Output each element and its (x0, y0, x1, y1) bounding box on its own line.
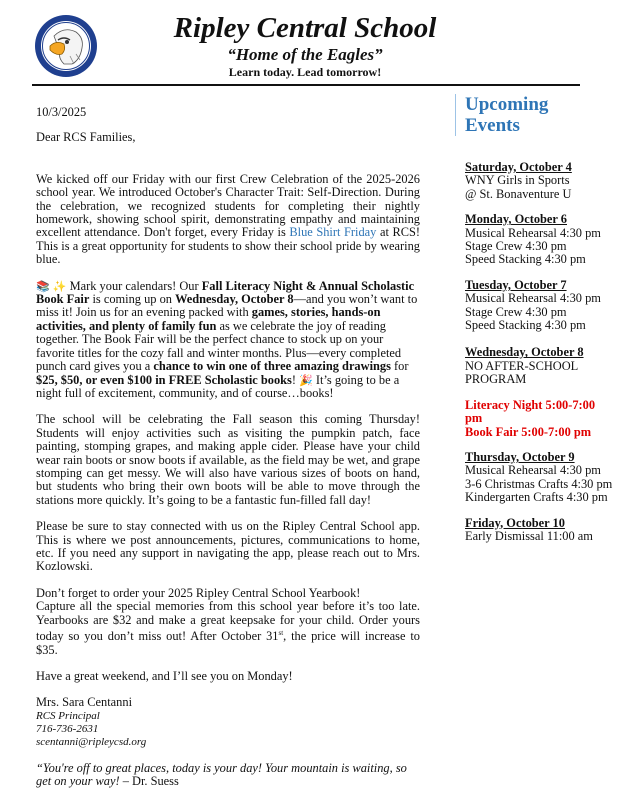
event-item: Musical Rehearsal 4:30 pm (465, 463, 601, 478)
event-day: Saturday, October 4 (465, 160, 572, 174)
ordinal-suffix: st (278, 629, 284, 637)
school-motto: “Home of the Eagles” (227, 45, 383, 64)
title-line: Events (465, 115, 520, 136)
books-icon: 📚 (36, 279, 50, 293)
event-item: WNY Girls in Sports (465, 173, 570, 188)
paragraph-text: , the price will increase to $35. (36, 629, 420, 657)
paragraph-text: —and you won’t want to miss it! Join us for an evening packed with (36, 292, 418, 320)
event-thursday-oct-9 (465, 451, 615, 505)
school-tagline: Learn today. Lead tomorrow! (228, 65, 382, 79)
event-item: Kindergarten Crafts 4:30 pm (465, 490, 608, 505)
quote-author: – Dr. Suess (119, 774, 179, 789)
bold-text: $25, $50, or even $100 in FREE Scholastic books (36, 372, 292, 387)
closing-line: Have a great weekend, and I’ll see you on Monday! (36, 668, 293, 683)
header-divider (32, 84, 580, 86)
title-line: Upcoming (465, 94, 549, 115)
event-saturday-oct-4 (465, 161, 615, 201)
paragraph-yearbook-heading: Don’t forget to order your 2025 Ripley Central School Yearbook! (36, 585, 361, 600)
bold-text: games, stories, hands-on activities, and plenty of family fun (36, 305, 381, 333)
letterhead (120, 12, 490, 79)
event-item: Stage Crew 4:30 pm (465, 304, 567, 319)
sidebar-accent-line (455, 94, 456, 136)
signature-phone: 716-736-2631 (36, 722, 99, 735)
letter-body (36, 106, 420, 789)
highlight-book-fair: Book Fair 5:00-7:00 pm (465, 424, 592, 439)
paragraph-literacy-night (36, 280, 420, 401)
event-item: Musical Rehearsal 4:30 pm (465, 291, 601, 306)
event-monday-oct-6 (465, 213, 615, 267)
event-item: Speed Stacking 4:30 pm (465, 318, 586, 333)
paragraph-text: Capture all the special memories from this school year before it’s too late. Yearbooks are $32 and make a great keepsake for your child. Order yours today so you don’t miss out! After October 31 (36, 599, 420, 644)
paragraph-text: is coming up on (89, 292, 176, 307)
paragraph-fall-celebration: The school will be celebrating the Fall season this coming Thursday! Students will enjoy activities such as visiting the pumpkin patch, face painting, stomping grapes, and making apple cider. Please have your child wear rain boots or snow boots if available, as the field may be wet, and grape stomping can get messy. We will also have various sizes of boots on hand, but students who bring their own boots will be able to move through the stations more quickly. It’s going to be a fantastic fun-filled fall day! (36, 412, 420, 507)
eagle-mascot-logo-icon (34, 14, 98, 78)
event-day: Monday, October 6 (465, 212, 567, 227)
event-tuesday-oct-7 (465, 279, 615, 333)
bold-text: Fall Literacy Night & Annual Scholastic Book Fair (36, 278, 415, 307)
event-item: NO AFTER-SCHOOL (465, 358, 579, 373)
signature-role: RCS Principal (36, 709, 100, 722)
event-day: Wednesday, October 8 (465, 345, 584, 360)
paragraph-text: ! (291, 372, 300, 387)
letter-date: 10/3/2025 (36, 105, 87, 119)
paragraph-text: It’s going to be a night full of excitement, community, and of course…books! (36, 372, 400, 400)
signature-name: Mrs. Sara Centanni (36, 695, 133, 710)
event-day: Thursday, October 9 (465, 449, 575, 464)
event-item: Musical Rehearsal 4:30 pm (465, 225, 601, 240)
event-item: 3-6 Christmas Crafts 4:30 pm (465, 476, 613, 491)
paragraph-text: as we celebrate the joy of reading together. The Book Fair will be the perfect chance to stock up on your favorite titles for the cozy fall and winter months. Plus—every completed punch card gives you a (36, 318, 402, 374)
event-item: @ St. Bonaventure U (465, 186, 572, 201)
event-item: Early Dismissal 11:00 am (465, 528, 593, 543)
letter-greeting: Dear RCS Families, (36, 130, 136, 145)
event-day: Tuesday, October 7 (465, 277, 567, 292)
upcoming-events-title (465, 94, 548, 136)
quote-text: “You're off to great places, today is your day! Your mountain is waiting, so get on your way! (36, 760, 407, 789)
signature-email[interactable]: scentanni@ripleycsd.org (36, 735, 147, 748)
paragraph-crew-celebration (36, 173, 420, 267)
closing-quote (36, 762, 420, 789)
event-item: Stage Crew 4:30 pm (465, 239, 567, 254)
upcoming-events-list (465, 161, 615, 555)
event-item: PROGRAM (465, 372, 527, 387)
bold-text: chance to win one of three amazing drawings (153, 359, 391, 374)
paragraph-text: We kicked off our Friday with our first Crew Celebration of the 2025-2026 school year. We introduced October's Character Trait: Self-Direction. During the celebration, we recognized students for completing their nightly homework, showing school spirit, demonstrating empathy and maintaining excellent attendance. Don't forget, every Friday is (36, 171, 420, 240)
paragraph-yearbook (36, 600, 420, 657)
paragraph-school-app: Please be sure to stay connected with us on the Ripley Central School app. This is where we post announcements, pictures, communications to home, etc. If you need any support in navigating the app, please reach out to Mrs. Kozlowski. (36, 519, 420, 574)
event-wednesday-oct-8 (465, 346, 615, 386)
paragraph-text: at RCS! This is a great opportunity for students to show their school pride by wearing blue. (36, 225, 421, 267)
event-day: Friday, October 10 (465, 515, 565, 530)
event-literacy-night-highlight (465, 399, 615, 439)
event-friday-oct-10 (465, 517, 615, 544)
event-item: Speed Stacking 4:30 pm (465, 252, 586, 267)
school-logo (34, 14, 98, 78)
highlight-literacy-night: Literacy Night 5:00-7:00 pm (465, 397, 596, 426)
school-name: Ripley Central School (173, 12, 437, 44)
blue-shirt-friday-link[interactable]: Blue Shirt Friday (289, 225, 377, 240)
paragraph-text: Mark your calendars! Our (66, 278, 202, 293)
bold-text: Wednesday, October 8 (175, 292, 294, 307)
sparkles-icon: ✨ (52, 279, 67, 293)
paragraph-text: for (390, 359, 409, 374)
party-popper-icon: 🎉 (299, 373, 313, 387)
